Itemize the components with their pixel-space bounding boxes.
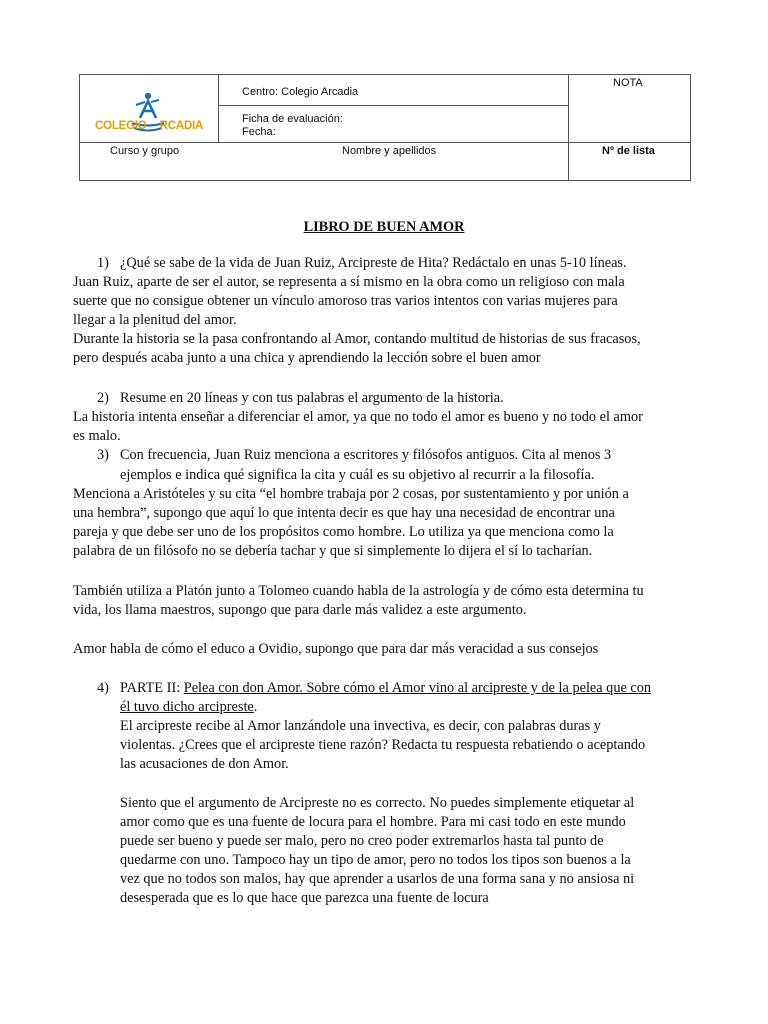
q3-answer-line: pareja y que debe ser uno de los propósitos como hombre. Lo utiliza ya que menciona como la (73, 524, 614, 540)
q2-question: Resume en 20 líneas y con tus palabras el argumento de la historia. (120, 390, 504, 406)
logo-figure-icon (88, 90, 208, 140)
q1-answer-line: Juan Ruiz, aparte de ser el autor, se representa a sí mismo en la obra como un religioso con mala (73, 274, 625, 290)
ficha-label: Ficha de evaluación: (242, 113, 343, 125)
q4-question-line: las acusaciones de don Amor. (120, 756, 289, 772)
q3-answer-line: Menciona a Aristóteles y su cita “el hombre trabaja por 2 cosas, por sustentamiento y por unión a (73, 486, 629, 502)
q4-question-line: violentas. ¿Crees que el arcipreste tiene razón? Redacta tu respuesta rebatiendo o aceptando (120, 737, 646, 753)
q1-answer-line: Durante la historia se la pasa confrontando al Amor, contando multitud de historias de sus fracasos, (73, 331, 641, 347)
q3-question-line: ejemplos e indica qué significa la cita y cuál es su objetivo al recurrir a la filosofía. (120, 467, 595, 483)
q2-answer-line: es malo. (73, 428, 121, 444)
q4-heading-underlined: Pelea con don Amor. Sobre cómo el Amor vino al arcipreste y de la pelea que con (183, 680, 652, 696)
q3-answer-line: una hembra”, supongo que aquí lo que intenta decir es que hay una necesidad de encontrar una (73, 505, 615, 521)
q1-question: ¿Qué se sabe de la vida de Juan Ruiz, Arcipreste de Hita? Redáctalo en unas 5-10 líneas. (120, 255, 627, 271)
header-table (79, 74, 691, 181)
q1-number: 1) (97, 255, 109, 271)
nombre-apellidos-label: Nombre y apellidos (342, 145, 437, 157)
fecha-label: Fecha: (242, 126, 276, 138)
document-title: LIBRO DE BUEN AMOR (303, 219, 465, 235)
school-logo (88, 90, 208, 140)
q3-answer2-line: vida, los llama maestros, supongo que para darle más validez a este argumento. (73, 602, 527, 618)
logo-text: COLEGIO RCADIA (95, 120, 204, 132)
centro-label: Centro: Colegio Arcadia (242, 86, 359, 98)
q4-answer-line: quedarme con uno. Tampoco hay un tipo de amor, pero no todos los tipos son buenos a la (120, 852, 631, 868)
q4-question-line: El arcipreste recibe al Amor lanzándole una invectiva, es decir, con palabras duras y (120, 718, 601, 734)
q1-answer-line: llegar a la plenitud del amor. (73, 312, 237, 328)
curso-grupo-label: Curso y grupo (110, 145, 180, 157)
q4-number: 4) (97, 680, 109, 696)
q4-answer-line: desesperada que es lo que hace que parezca una fuente de locura (120, 890, 489, 906)
nota-label: NOTA (613, 77, 643, 89)
q3-answer3-line: Amor habla de cómo el educo a Ovidio, supongo que para dar más veracidad a sus consejos (73, 641, 599, 657)
q4-heading: PARTE II: Pelea con don Amor. Sobre cómo el Amor vino al arcipreste y de la pelea que con (120, 680, 652, 696)
q1-answer-line: pero después acaba junto a una chica y aprendiendo la lección sobre el buen amor (73, 350, 541, 366)
q4-answer-line: puede ser bueno y puede ser malo, pero no creo poder extremarlos hasta tal punto de (120, 833, 604, 849)
q3-answer-line: palabra de un filósofo no se debería tachar y que si simplemente lo dijera el sí lo tacharían. (73, 543, 593, 559)
q4-heading-cont: él tuvo dicho arcipreste. (120, 699, 258, 715)
q2-number: 2) (97, 390, 109, 406)
q4-answer-line: Siento que el argumento de Arcipreste no es correcto. No puedes simplemente etiquetar al (120, 795, 635, 811)
numero-lista-label: Nº de lista (602, 145, 655, 157)
q3-question-line: Con frecuencia, Juan Ruiz menciona a escritores y filósofos antiguos. Cita al menos 3 (120, 447, 612, 463)
q3-number: 3) (97, 447, 109, 463)
q4-answer-line: amor como que es una fuente de locura para el hombre. Para mi casi todo en este mundo (120, 814, 626, 830)
q4-answer-line: vez que no todos son malos, hay que aprender a usarlos de una forma sana y no ansiosa ni (120, 871, 635, 887)
q2-answer-line: La historia intenta enseñar a diferenciar el amor, ya que no todo el amor es bueno y no todo el amor (73, 409, 643, 425)
q3-answer2-line: También utiliza a Platón junto a Tolomeo cuando habla de la astrología y de cómo esta determina tu (73, 583, 644, 599)
q1-answer-line: suerte que no consigue obtener un vínculo amoroso tras varios intentos con varias mujeres para (73, 293, 618, 309)
